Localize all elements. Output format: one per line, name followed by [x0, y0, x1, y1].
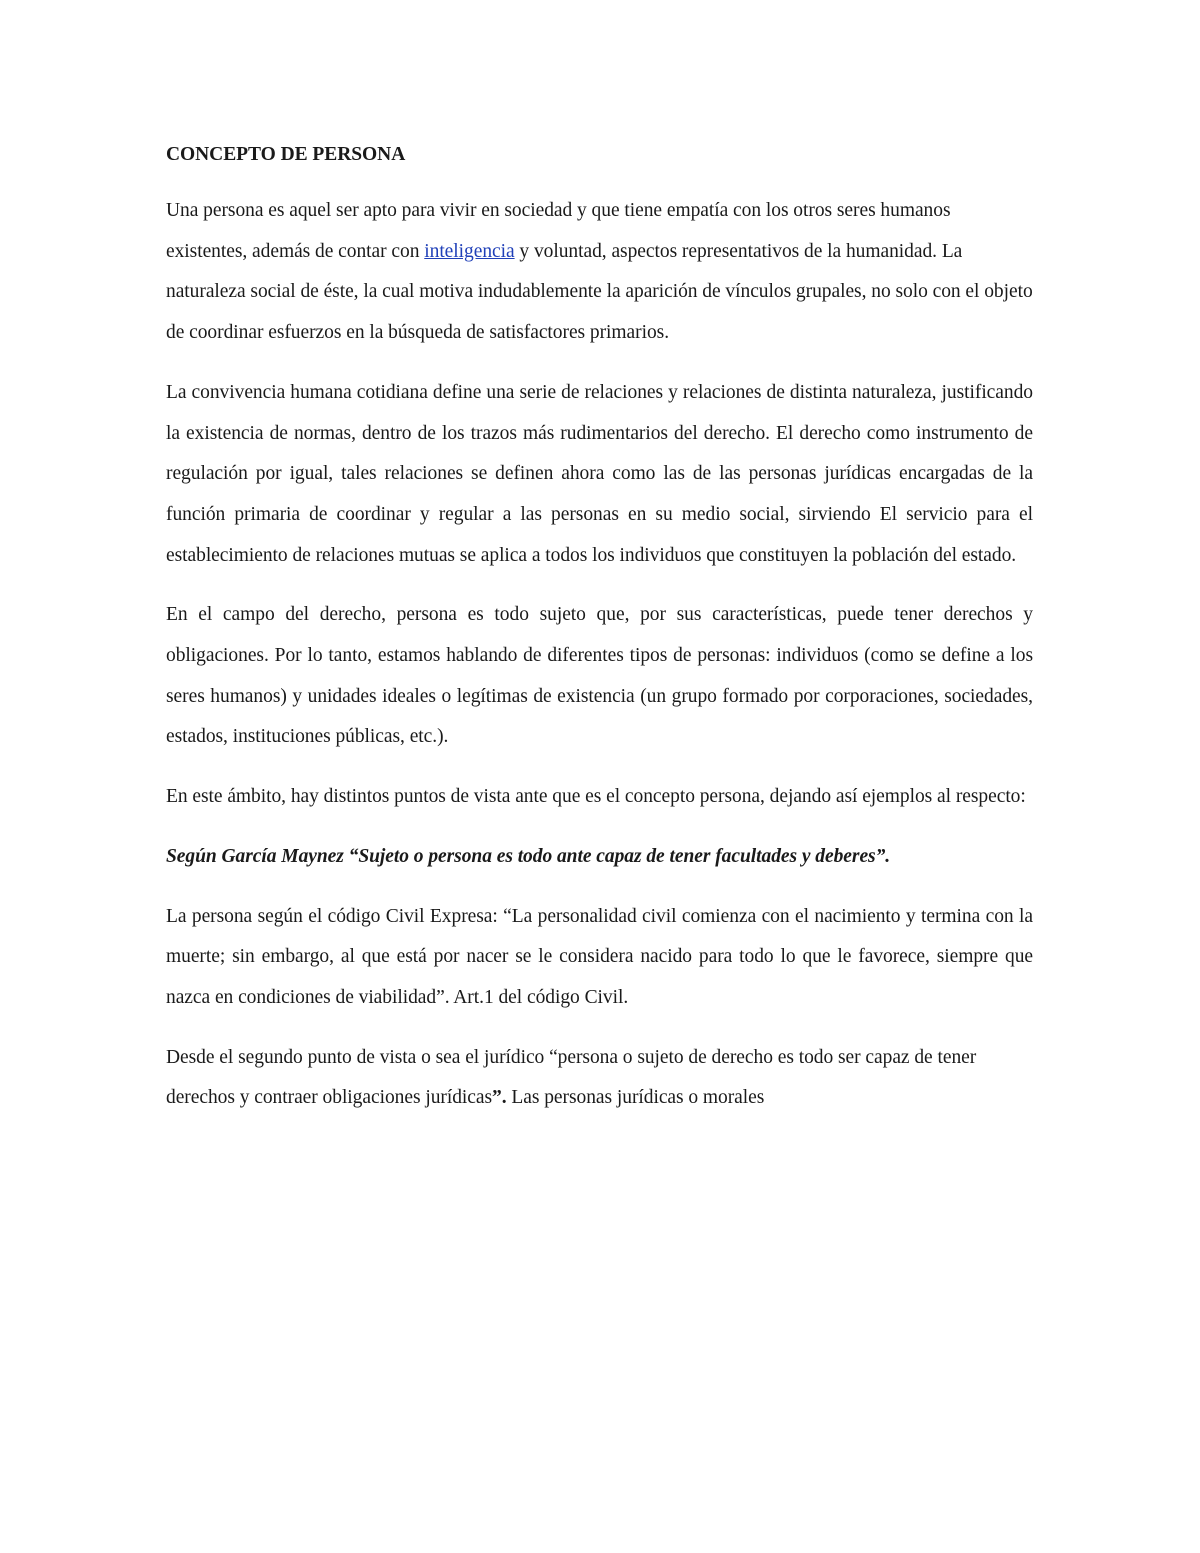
- paragraph-3: En el campo del derecho, persona es todo sujeto que, por sus características, puede tener derechos y obligaciones. Por lo tanto, estamos hablando de diferentes tipos de personas: individuos (como se define a los seres humanos) y unidades ideales o legítimas de existencia (un grupo formado por corporaciones, sociedades, estados, instituciones públicas, etc.).: [166, 604, 1033, 748]
- paragraph-1: [166, 191, 1033, 354]
- document-body: [166, 136, 1033, 1138]
- paragraph-1-text-b: y voluntad, aspectos representativos de la humanidad. La naturaleza social de éste, la cual motiva indudablemente la aparición de vínculos grupales, no solo con el objeto de coordinar esfuerzos en la búsqueda de satisfactores primarios.: [166, 240, 1033, 344]
- garcia-maynez-quote: Según García Maynez “Sujeto o persona es todo ante capaz de tener facultades y deberes”.: [166, 845, 891, 867]
- paragraph-5: La persona según el código Civil Expresa: “La personalidad civil comienza con el nacimiento y termina con la muerte; sin embargo, al que está por nacer se le considera nacido para todo lo que le favorece, siempre que nazca en condiciones de viabilidad”. Art.1 del código Civil.: [166, 905, 1033, 1008]
- paragraph-4: En este ámbito, hay distintos puntos de vista ante que es el concepto persona, dejando así ejemplos al respecto:: [166, 786, 1026, 808]
- paragraph-6-tail: Las personas jurídicas o morales: [506, 1087, 765, 1109]
- paragraph-2: La convivencia humana cotidiana define una serie de relaciones y relaciones de distinta naturaleza, justificando la existencia de normas, dentro de los trazos más rudimentarios del derecho. El derecho como instrumento de regulación por igual, tales relaciones se definen ahora como las de las personas jurídicas encargadas de la función primaria de coordinar y regular a las personas en su medio social, sirviendo El servicio para el establecimiento de relaciones mutuas se aplica a todos los individuos que constituyen la población del estado.: [166, 381, 1033, 566]
- paragraph-6-text: Desde el segundo punto de vista o sea el jurídico “persona o sujeto de derecho es todo ser capaz de tener derechos y contraer obligaciones jurídicas: [166, 1046, 977, 1109]
- page-title: CONCEPTO DE PERSONA: [166, 144, 406, 165]
- paragraph-6: [166, 1038, 1033, 1119]
- inteligencia-link[interactable]: inteligencia: [424, 240, 515, 262]
- paragraph-1-text-a: Una persona es aquel ser apto para vivir en sociedad y que tiene empatía con los otros seres humanos existentes, además de contar con: [166, 200, 951, 262]
- paragraph-6-bold-mark: ”.: [492, 1087, 507, 1109]
